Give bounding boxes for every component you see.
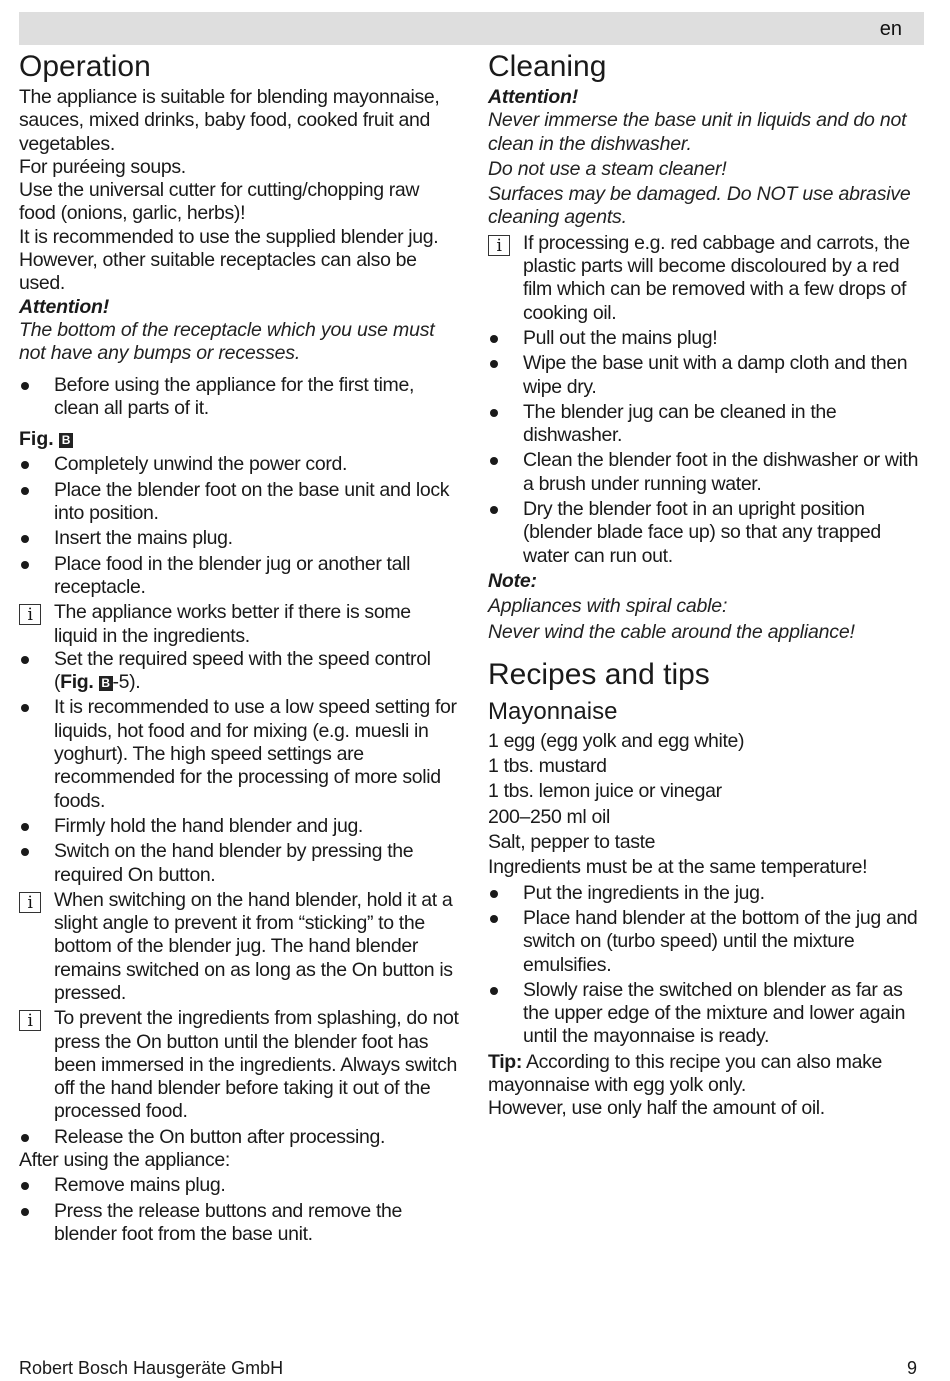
list-item <box>488 498 928 568</box>
cleaning-title: Cleaning <box>488 50 607 83</box>
list-item-text: Pull out the mains plug! <box>523 326 718 349</box>
bullet-icon <box>21 382 29 390</box>
list-item <box>488 449 928 496</box>
info-icon: i <box>19 604 41 625</box>
list-item-text: When switching on the hand blender, hold it at a slight angle to prevent it from “sticking” to the bottom of the blender jug. The hand blender remains switched on as long as the On button is pressed. <box>54 888 453 1004</box>
ingredient-line: 200–250 ml oil <box>488 805 610 828</box>
list-item-text: Wipe the base unit with a damp cloth and then wipe dry. <box>523 352 908 398</box>
list-item-text: The blender jug can be cleaned in the dishwasher. <box>523 400 837 447</box>
operation-steps <box>19 453 459 647</box>
bullet-icon <box>490 987 498 995</box>
bullet-icon <box>21 461 29 469</box>
list-item <box>19 840 459 887</box>
note-text: Appliances with spiral cable: <box>488 595 728 618</box>
bullet-icon <box>490 890 498 898</box>
list-item-text: Firmly hold the hand blender and jug. <box>54 814 364 837</box>
mayonnaise-title: Mayonnaise <box>488 697 618 725</box>
intro-paragraph: For puréeing soups. <box>19 155 186 178</box>
bullet-icon <box>21 823 29 831</box>
attention-text: Do not use a steam cleaner! <box>488 157 727 180</box>
list-item <box>19 553 459 600</box>
info-icon: i <box>488 235 510 256</box>
list-item-text: Set the required speed with the speed control ( <box>54 647 431 694</box>
list-item <box>488 352 928 399</box>
list-item <box>488 401 928 448</box>
attention-label: Attention! <box>488 86 579 108</box>
list-item-text: Place hand blender at the bottom of the jug and switch on (turbo speed) until the mixture emulsifies. <box>523 906 918 976</box>
bullet-icon <box>21 487 29 495</box>
list-item-text: Before using the appliance for the first time, clean all parts of it. <box>54 373 415 419</box>
intro-paragraph: Use the universal cutter for cutting/chopping raw food (onions, garlic, herbs)! <box>19 179 420 225</box>
list-item-text: If processing e.g. red cabbage and carrots, the plastic parts will become discoloured by a red film which can be removed with a few drops of cooking oil. <box>523 231 910 324</box>
ingredient-line: 1 tbs. lemon juice or vinegar <box>488 780 722 803</box>
bullet-icon <box>21 1134 29 1142</box>
list-item <box>19 696 459 812</box>
ingredient-line: Ingredients must be at the same temperature! <box>488 856 868 879</box>
list-item-text: Insert the mains plug. <box>54 527 233 550</box>
page-number: 9 <box>906 1358 917 1378</box>
list-item-text: Switch on the hand blender by pressing the required On button. <box>54 840 414 886</box>
mayonnaise-steps <box>488 882 928 1049</box>
ingredient-line: 1 egg (egg yolk and egg white) <box>488 729 745 752</box>
info-note <box>488 232 928 325</box>
bullet-icon <box>490 915 498 923</box>
list-item-text: -5). <box>112 671 141 694</box>
bullet-icon <box>21 656 29 664</box>
intro-paragraph: The appliance is suitable for blending mayonnaise, sauces, mixed drinks, baby food, cooked fruit and vegetables. <box>19 86 440 155</box>
figure-letter-icon: B <box>59 433 73 448</box>
bullet-icon <box>490 506 498 514</box>
cleaning-section <box>488 48 928 1121</box>
list-item-text: Completely unwind the power cord. <box>54 453 348 476</box>
list-item <box>19 527 459 550</box>
after-use-steps <box>19 1174 459 1246</box>
bullet-icon <box>490 457 498 465</box>
list-item-text: Slowly raise the switched on blender as far as the upper edge of the mixture and lower again until the mayonnaise is ready. <box>523 978 906 1048</box>
list-item-text: It is recommended to use a low speed setting for liquids, hot food and for mixing (e.g. muesli in yoghurt). The high speed settings are recommended for the processing of more solid foods. <box>54 696 457 812</box>
info-note <box>19 601 459 648</box>
tip-paragraph: However, use only half the amount of oil. <box>488 1097 825 1120</box>
list-item-text: Place food in the blender jug or another tall receptacle. <box>54 552 411 598</box>
figure-reference <box>19 428 459 451</box>
attention-label: Attention! <box>19 295 110 318</box>
ingredient-line: 1 tbs. mustard <box>488 755 607 778</box>
bullet-icon <box>490 409 498 417</box>
bullet-icon <box>21 561 29 569</box>
list-item <box>488 907 928 977</box>
list-item <box>19 648 459 695</box>
cleaning-steps <box>488 232 928 568</box>
list-item-text: Release the On button after processing. <box>54 1125 386 1148</box>
operation-steps <box>19 696 459 1149</box>
list-item <box>19 1174 459 1197</box>
ingredients-list <box>488 730 928 880</box>
after-use-label: After using the appliance: <box>19 1149 230 1172</box>
note-text: Never wind the cable around the appliance! <box>488 620 855 643</box>
language-code: en <box>879 18 902 40</box>
attention-text: The bottom of the receptacle which you use must not have any bumps or recesses. <box>19 318 435 365</box>
info-note <box>19 1007 459 1123</box>
attention-text: Surfaces may be damaged. Do NOT use abrasive cleaning agents. <box>488 183 911 229</box>
operation-title: Operation <box>19 50 151 83</box>
info-note <box>19 889 459 1005</box>
list-item <box>19 815 459 838</box>
list-item-text: Place the blender foot on the base unit and lock into position. <box>54 478 450 525</box>
list-item-text: Clean the blender foot in the dishwasher or with a brush under running water. <box>523 449 919 495</box>
list-item-text: To prevent the ingredients from splashing, do not press the On button until the blender foot has been immersed in the ingredients. Always switch off the hand blender before taking it out of the processed food. <box>54 1007 459 1123</box>
info-icon: i <box>19 892 41 913</box>
list-item <box>19 1200 459 1247</box>
list-item <box>19 374 459 421</box>
list-item-text: Press the release buttons and remove the blender foot from the base unit. <box>54 1199 403 1245</box>
list-item-text: Remove mains plug. <box>54 1174 226 1197</box>
list-item <box>19 479 459 526</box>
list-item <box>19 1126 459 1149</box>
operation-section <box>19 48 459 1246</box>
bullet-icon <box>21 848 29 856</box>
bullet-icon <box>21 535 29 543</box>
bullet-icon <box>490 335 498 343</box>
attention-text: Never immerse the base unit in liquids and do not clean in the dishwasher. <box>488 109 907 155</box>
figure-letter-icon: B <box>99 676 113 691</box>
header-bar <box>19 12 924 45</box>
list-item <box>19 453 459 476</box>
intro-paragraph: It is recommended to use the supplied blender jug. However, other suitable receptacles can also be used. <box>19 225 439 295</box>
ingredient-line: Salt, pepper to taste <box>488 831 656 854</box>
tip-text: According to this recipe you can also make mayonnaise with egg yolk only. <box>488 1050 882 1096</box>
figure-label: Fig. <box>60 671 94 694</box>
bullet-icon <box>21 704 29 712</box>
bullet-icon <box>21 1208 29 1216</box>
tip-label: Tip: <box>488 1050 522 1073</box>
info-icon: i <box>19 1010 41 1031</box>
bullet-icon <box>490 360 498 368</box>
list-item-text: The appliance works better if there is some liquid in the ingredients. <box>54 601 411 647</box>
note-label: Note: <box>488 569 537 592</box>
tip-paragraph <box>488 1051 928 1098</box>
bullet-icon <box>21 1182 29 1190</box>
recipes-title: Recipes and tips <box>488 657 710 691</box>
list-item-text: Put the ingredients in the jug. <box>523 881 765 904</box>
list-item-text: Dry the blender foot in an upright position (blender blade face up) so that any trapped water can run out. <box>523 498 881 567</box>
list-item <box>488 327 928 350</box>
figure-label: Fig. <box>19 428 54 451</box>
list-item <box>488 979 928 1049</box>
list-item <box>488 882 928 905</box>
footer-company: Robert Bosch Hausgeräte GmbH <box>19 1358 284 1378</box>
